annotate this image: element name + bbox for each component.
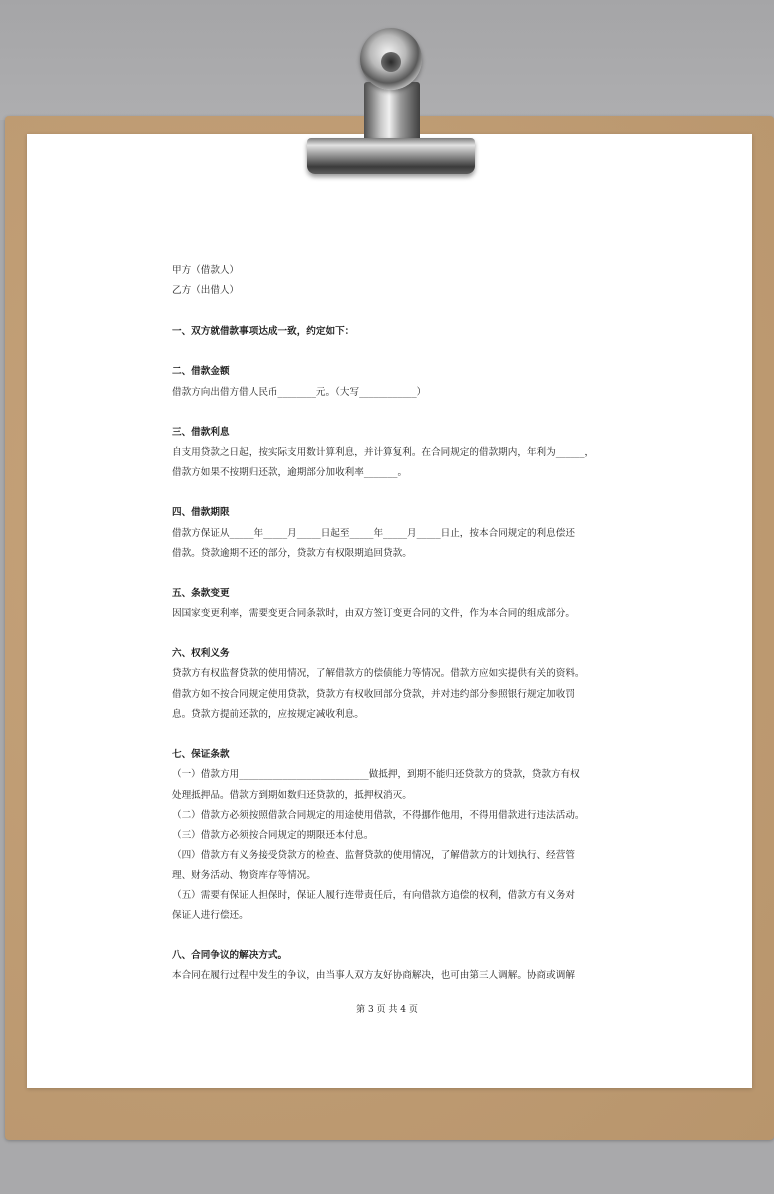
section-heading: 一、双方就借款事项达成一致，约定如下： (172, 326, 355, 337)
paragraph-line: 因国家变更利率，需要变更合同条款时，由双方签订变更合同的文件，作为本合同的组成部分。 (172, 608, 575, 619)
paragraph-line: 处理抵押品。借款方到期如数归还贷款的，抵押权消灭。 (172, 790, 412, 801)
section-heading: 四、借款期限 (172, 507, 230, 518)
paragraph-line: 借款方向出借方借人民币________元。（大写____________） (172, 387, 427, 398)
paragraph-line: （四）借款方有义务接受贷款方的检查、监督贷款的使用情况，了解借款方的计划执行、经营管 (172, 850, 575, 861)
party-a-label: 甲方（借款人） (172, 265, 240, 276)
paragraph-line: 息。贷款方提前还款的，应按规定减收利息。 (172, 709, 364, 720)
section-heading: 三、借款利息 (172, 427, 230, 438)
paragraph-line: （一）借款方用___________________________做抵押，到期不能归还贷款方的贷款，贷款方有权 (172, 769, 580, 780)
paragraph-line: 自支用贷款之日起，按实际支用数计算利息，并计算复利。在合同规定的借款期内，年利为______， (172, 447, 595, 458)
section-heading: 八、合同争议的解决方式。 (172, 950, 288, 961)
paragraph-line: 借款。贷款逾期不还的部分，贷款方有权限期追回贷款。 (172, 548, 412, 559)
paragraph-line: 贷款方有权监督贷款的使用情况，了解借款方的偿债能力等情况。借款方应如实提供有关的资料。 (172, 668, 585, 679)
paragraph-line: 借款方如不按合同规定使用贷款，贷款方有权收回部分贷款，并对违约部分参照银行规定加收罚 (172, 689, 575, 700)
paragraph-line: 理、财务活动、物资库存等情况。 (172, 870, 316, 881)
clip-hole (381, 52, 401, 72)
paragraph-line: （二）借款方必须按照借款合同规定的用途使用借款，不得挪作他用，不得用借款进行违法活动。 (172, 810, 585, 821)
page-number: 第 3 页 共 4 页 (356, 1005, 418, 1015)
paragraph-line: 借款方如果不按期归还款，逾期部分加收利率_______。 (172, 467, 408, 478)
paragraph-line: 本合同在履行过程中发生的争议，由当事人双方友好协商解决，也可由第三人调解。协商或调解 (172, 970, 575, 981)
section-heading: 六、权利义务 (172, 648, 230, 659)
paragraph-line: （五）需要有保证人担保时，保证人履行连带责任后，有向借款方追偿的权利，借款方有义务对 (172, 890, 575, 901)
section-heading: 七、保证条款 (172, 749, 230, 760)
party-b-label: 乙方（出借人） (172, 285, 240, 296)
clip-stem (364, 82, 420, 142)
section-heading: 二、借款金额 (172, 366, 230, 377)
paragraph-line: （三）借款方必须按合同规定的期限还本付息。 (172, 830, 374, 841)
section-heading: 五、条款变更 (172, 588, 230, 599)
paragraph-line: 保证人进行偿还。 (172, 910, 249, 921)
paragraph-line: 借款方保证从_____年_____月_____日起至_____年_____月_____日止，按本合同规定的利息偿还 (172, 528, 575, 539)
binder-clip (307, 138, 475, 174)
